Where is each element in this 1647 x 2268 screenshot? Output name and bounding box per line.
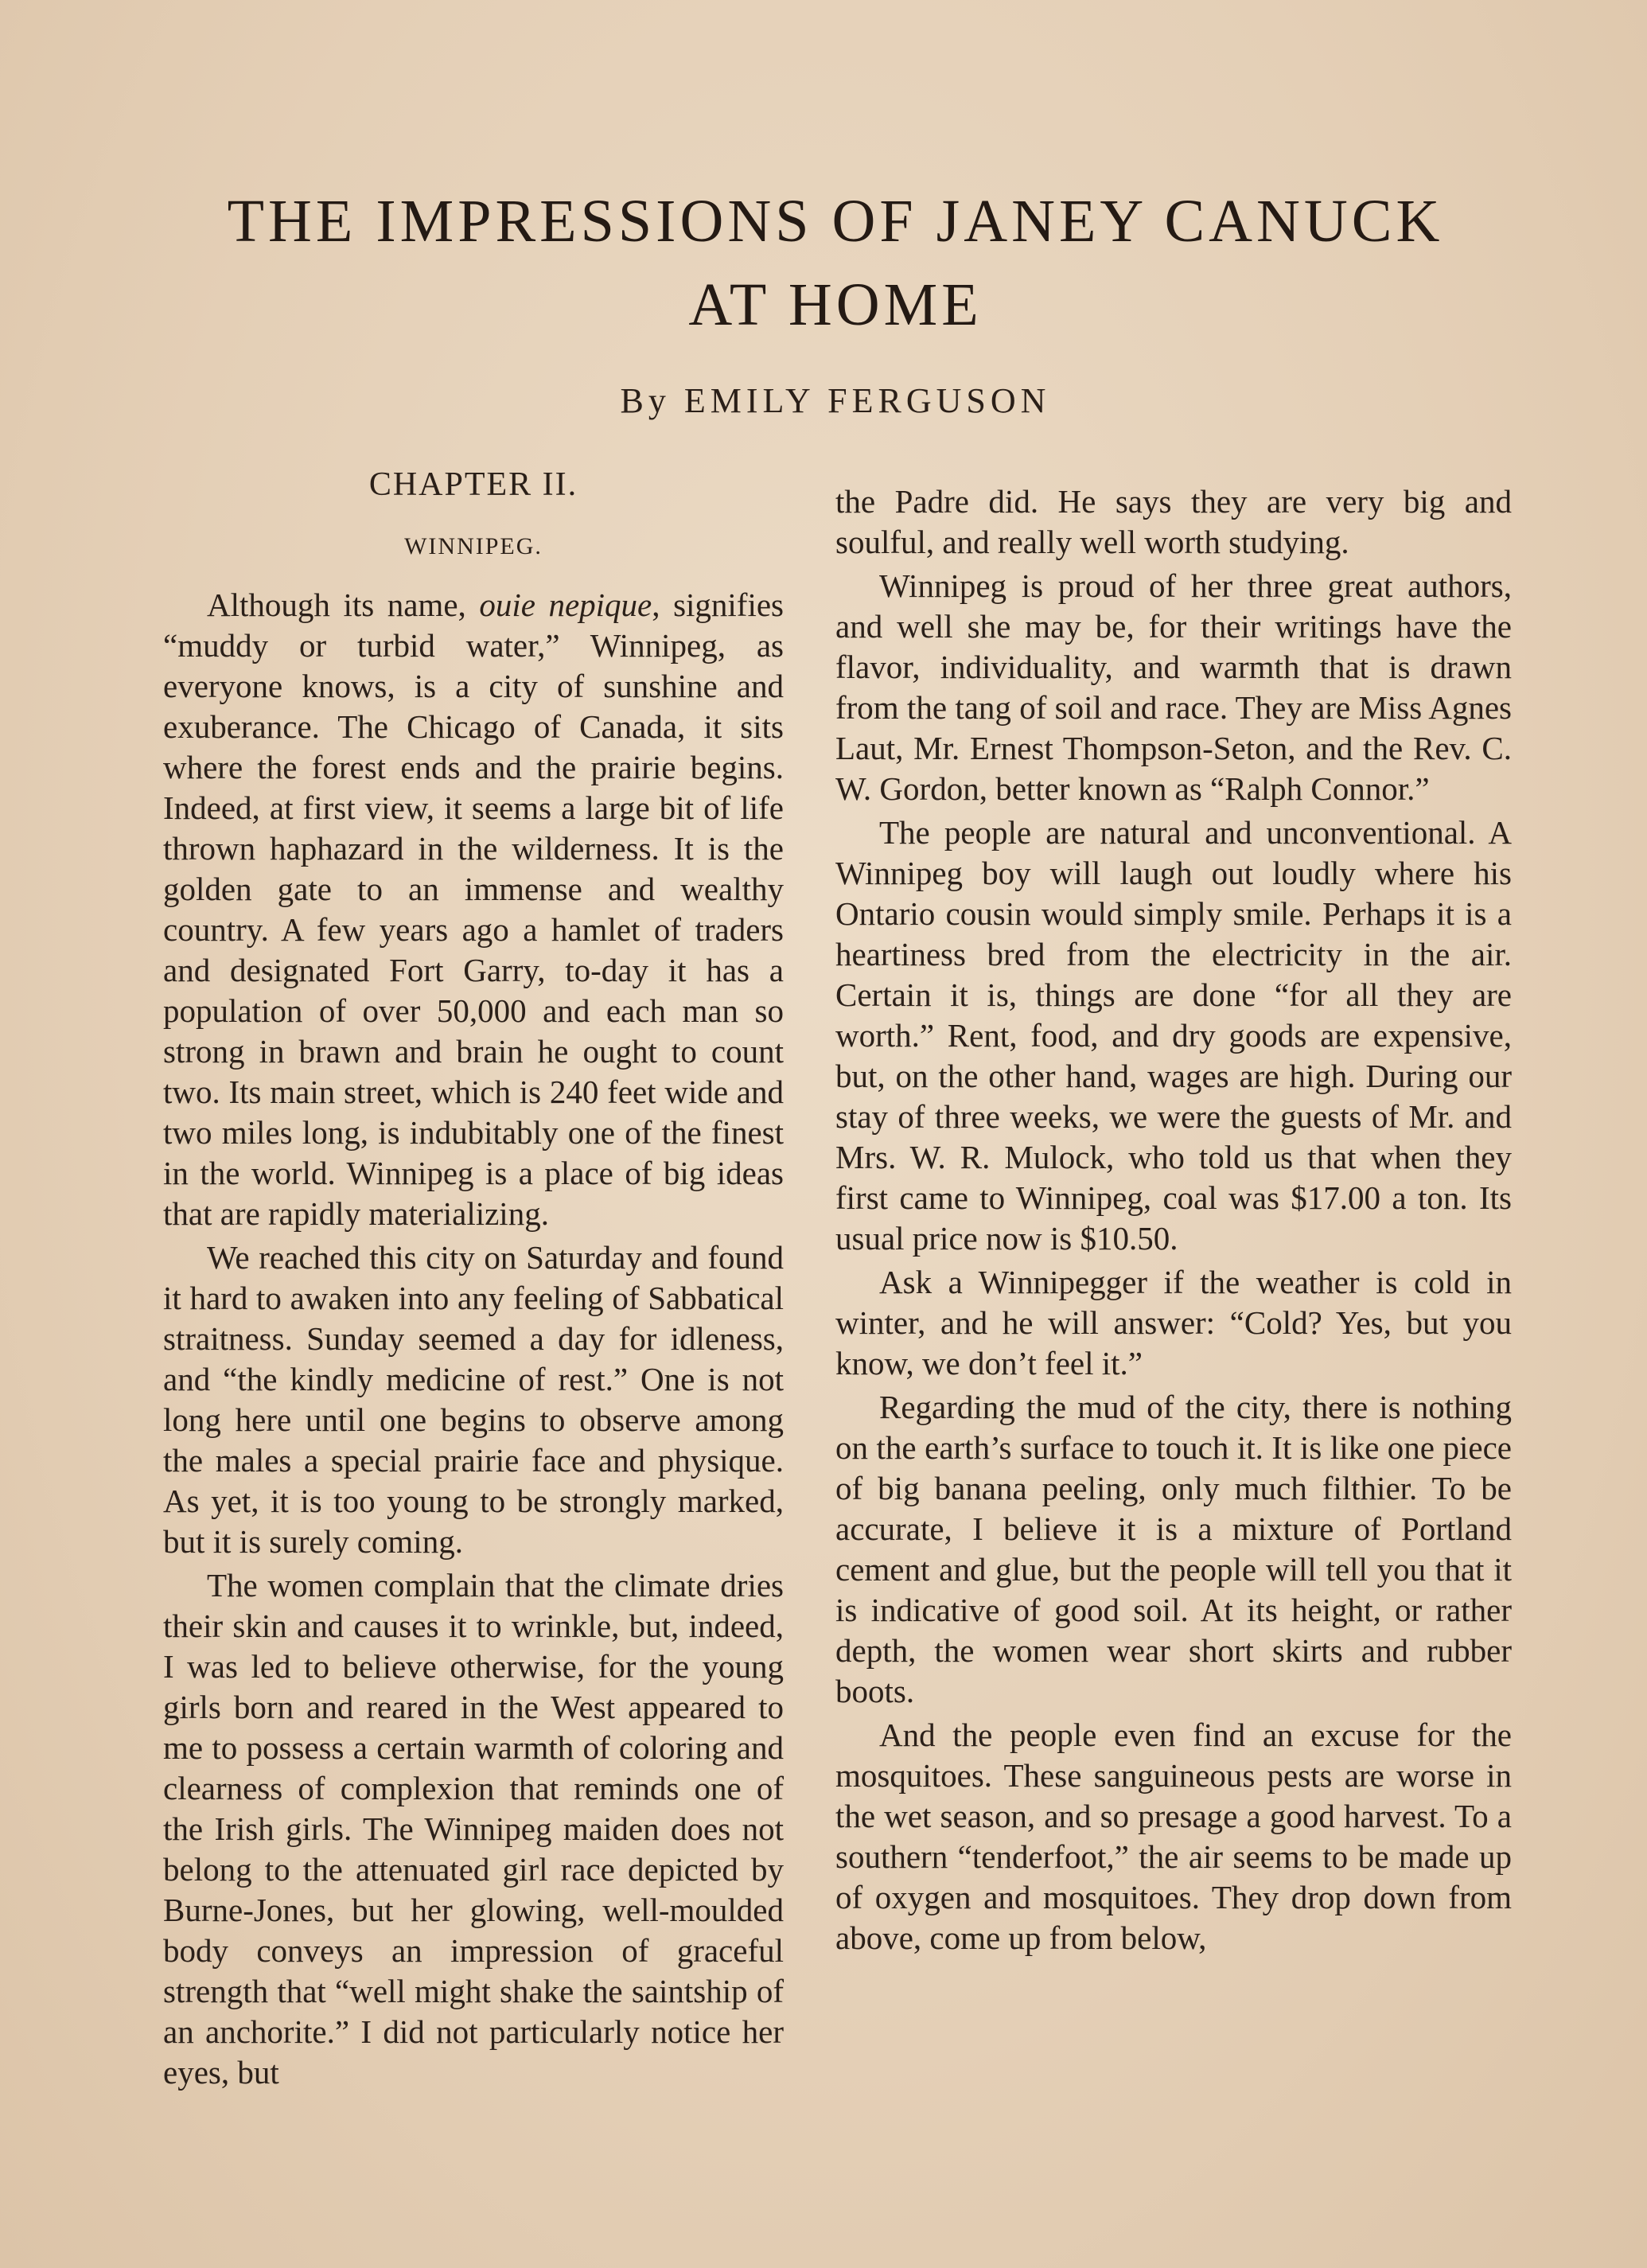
paragraph: the Padre did. He says they are very big and soulful, and really well worth studying. — [835, 483, 1512, 560]
paragraph-text: , signifies “muddy or turbid water,” Winnipeg, as everyone knows, is a city of sunshine and exuberance. The Chicago of Canada, it sits where the forest ends and the prairie begins. Indeed, at first view, it seems a large bit of life thrown haphazard in the wilderness. It is the golden gate to an immense and wealthy country. A few years ago a hamlet of traders and designated Fort Garry, to-day it has a population of over 50,000 and each man so strong in brawn and brain he ought to count two. Its main street, which is 240 feet wide and two miles long, is indubitably one of the finest in the world. Winnipeg is a place of big ideas that are rapidly materializing. — [163, 586, 785, 1232]
paragraph: Winnipeg is proud of her three great authors, and well she may be, for their writings have the flavor, individuality, and warmth that is drawn from the tang of soil and race. They are Miss Agnes Laut, Mr. Ernest Thompson-Seton, and the Rev. C. W. Gordon, better known as “Ralph Connor.” — [835, 567, 1512, 807]
chapter-heading: CHAPTER II. — [368, 466, 578, 503]
right-column — [835, 481, 1512, 1958]
byline: By EMILY FERGUSON — [620, 381, 1051, 420]
paragraph — [163, 585, 784, 1234]
paragraph: The people are natural and unconventional. A Winnipeg boy will laugh out loudly where his Ontario cousin would simply smile. Perhaps it is a heartiness bred from the electricity in the air. Certain it is, things are done “for all they are worth.” Rent, food, and dry goods are expensive, but, on the other hand, wages are high. During our stay of three weeks, we were the guests of Mr. and Mrs. W. R. Mulock, who told us that when they first came to Winnipeg, coal was $17.00 a ton. Its usual price now is $10.50. — [835, 814, 1512, 1257]
article-title-line-1: THE IMPRESSIONS OF JANEY CANUCK — [227, 188, 1444, 255]
section-heading: WINNIPEG. — [404, 533, 543, 559]
paragraph: The women complain that the climate dries their skin and causes it to wrinkle, but, indeed, I was led to believe otherwise, for the young girls born and reared in the West appeared to me to possess a certain warmth of coloring and clearness of complexion that reminds one of the Irish girls. The Winnipeg maiden does not belong to the attenuated girl race depicted by Burne-Jones, but her glowing, well-moulded body conveys an impression of graceful strength that “well might shake the saintship of an anchorite.” I did not particularly notice her eyes, but — [163, 1567, 784, 2091]
article-title-line-2: AT HOME — [688, 271, 983, 338]
paragraph: And the people even find an excuse for the mosquitoes. These sanguineous pests are worse in the wet season, and so presage a good harvest. To a southern “tenderfoot,” the air seems to be made up of oxygen and mosquitoes. They drop down from above, come up from below, — [835, 1717, 1512, 1956]
left-column — [163, 585, 784, 2093]
italic-phrase: ouie nepique — [479, 586, 652, 623]
paragraph: Ask a Winnipegger if the weather is cold in winter, and he will answer: “Cold? Yes, but you know, we don’t feel it.” — [835, 1264, 1512, 1381]
paragraph: We reached this city on Saturday and found it hard to awaken into any feeling of Sabbatical straitness. Sunday seemed a day for idleness, and “the kindly medicine of rest.” One is not long here until one begins to observe among the males a special prairie face and physique. As yet, it is too young to be strongly marked, but it is surely coming. — [163, 1239, 784, 1560]
paragraph: Regarding the mud of the city, there is nothing on the earth’s surface to touch it. It is like one piece of big banana peeling, only much filthier. To be accurate, I believe it is a mixture of Portland cement and glue, but the people will tell you that it is indicative of good soil. At its height, or rather depth, the women wear short skirts and rubber boots. — [835, 1389, 1512, 1709]
paragraph-text: Although its name, — [207, 586, 480, 623]
